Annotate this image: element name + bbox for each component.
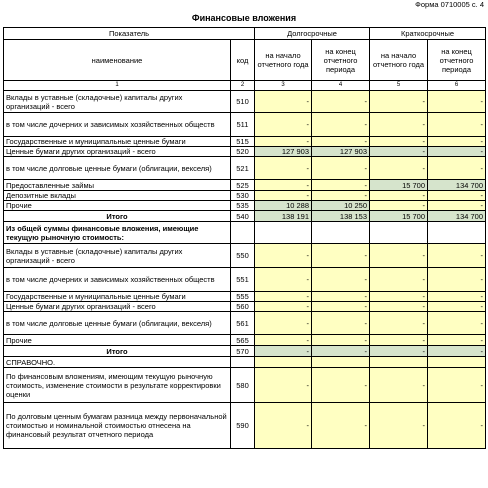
row-name: в том числе долговые ценные бумаги (облигации, векселя) [4,157,231,180]
value-cell[interactable]: - [370,244,428,268]
value-cell[interactable]: 10 250 [312,201,370,211]
value-cell[interactable]: - [312,180,370,191]
value-cell: - [370,346,428,357]
row-code: 555 [231,292,255,302]
value-cell[interactable]: - [370,312,428,335]
value-cell[interactable]: 134 700 [428,180,486,191]
table-row [4,244,486,268]
table-row [4,191,486,201]
value-cell: - [312,346,370,357]
row-code: 530 [231,191,255,201]
row-code: 551 [231,268,255,292]
header-short-start: на начало отчетного года [370,40,428,81]
value-cell[interactable]: - [312,137,370,147]
value-cell[interactable]: 15 700 [370,180,428,191]
value-cell[interactable]: - [428,403,486,449]
form-code: Форма 0710005 с. 4 [415,0,484,9]
value-cell[interactable]: - [428,113,486,137]
row-code: 521 [231,157,255,180]
row-name: Итого [4,211,231,222]
value-cell[interactable]: 10 288 [255,201,312,211]
value-cell[interactable]: - [428,137,486,147]
table-row [4,312,486,335]
row-name: Государственные и муниципальные ценные бумаги [4,137,231,147]
table-row [4,180,486,191]
header-row-1 [4,28,486,40]
value-cell[interactable]: - [312,157,370,180]
table-row [4,268,486,292]
value-cell[interactable]: - [428,335,486,346]
row-name: Итого [4,346,231,357]
value-cell[interactable]: - [370,191,428,201]
value-cell[interactable]: - [428,368,486,403]
value-cell[interactable]: - [370,268,428,292]
reference-header-row [4,357,486,368]
row-code: 590 [231,403,255,449]
value-cell[interactable]: - [255,180,312,191]
value-cell[interactable]: - [370,292,428,302]
header-name: наименование [4,40,231,81]
value-cell[interactable]: - [312,335,370,346]
value-cell[interactable]: - [428,268,486,292]
value-cell: - [255,346,312,357]
value-cell[interactable]: - [312,403,370,449]
header-row-2 [4,40,486,81]
value-cell[interactable]: - [312,368,370,403]
section-title: Из общей суммы финансовые вложения, имеющие текущую рыночную стоимость: [4,222,231,244]
value-cell[interactable]: - [312,113,370,137]
table-row [4,91,486,113]
section-header-row [4,222,486,244]
row-name: Прочие [4,335,231,346]
form-title: Финансовые вложения [191,13,297,23]
value-cell[interactable]: - [428,292,486,302]
value-cell[interactable]: - [370,113,428,137]
value-cell[interactable]: - [428,201,486,211]
value-cell: - [428,346,486,357]
value-cell[interactable]: - [370,335,428,346]
value-cell[interactable]: - [255,368,312,403]
value-cell: 15 700 [370,211,428,222]
row-name: в том числе дочерних и зависимых хозяйственных обществ [4,268,231,292]
value-cell[interactable]: - [255,157,312,180]
row-code: 560 [231,302,255,312]
row-code: 565 [231,335,255,346]
table-row [4,403,486,449]
total-row [4,346,486,357]
row-name: Государственные и муниципальные ценные бумаги [4,292,231,302]
value-cell[interactable]: - [370,403,428,449]
table-row [4,292,486,302]
row-code: 561 [231,312,255,335]
table-row [4,302,486,312]
value-cell[interactable]: - [312,244,370,268]
row-name: в том числе дочерних и зависимых хозяйственных обществ [4,113,231,137]
header-numbers-row [4,81,486,91]
value-cell[interactable]: - [370,201,428,211]
row-code: 510 [231,91,255,113]
value-cell[interactable]: - [312,312,370,335]
value-cell[interactable]: - [370,157,428,180]
header-long-start: на начало отчетного года [255,40,312,81]
table-row [4,137,486,147]
value-cell[interactable]: - [312,91,370,113]
header-long-end: на конец отчетного периода [312,40,370,81]
table-row [4,335,486,346]
row-code: 520 [231,147,255,157]
financial-investments-table [3,27,486,449]
value-cell[interactable]: - [255,335,312,346]
table-row [4,147,486,157]
value-cell[interactable]: - [255,268,312,292]
header-short-end: на конец отчетного периода [428,40,486,81]
row-code: 550 [231,244,255,268]
row-name: Вклады в уставные (складочные) капиталы других организаций - всего [4,91,231,113]
value-cell[interactable]: - [255,113,312,137]
value-cell[interactable]: - [255,91,312,113]
value-cell[interactable]: - [428,91,486,113]
column-number: 3 [255,81,312,91]
value-cell[interactable]: - [370,368,428,403]
row-code: 535 [231,201,255,211]
row-code: 540 [231,211,255,222]
row-name: Предоставленные займы [4,180,231,191]
row-name: Ценные бумаги других организаций - всего [4,302,231,312]
row-name: Депозитные вклады [4,191,231,201]
value-cell[interactable]: - [312,292,370,302]
value-cell[interactable]: - [312,268,370,292]
value-cell[interactable]: - [255,244,312,268]
row-code: 515 [231,137,255,147]
row-name: Вклады в уставные (складочные) капиталы других организаций - всего [4,244,231,268]
row-code: 580 [231,368,255,403]
header-indicator: Показатель [4,28,255,40]
row-name: Прочие [4,201,231,211]
value-cell[interactable]: - [255,403,312,449]
row-code: 511 [231,113,255,137]
value-cell[interactable]: - [255,292,312,302]
value-cell[interactable]: - [370,91,428,113]
table-row [4,157,486,180]
value-cell[interactable]: - [255,137,312,147]
value-cell[interactable]: - [312,302,370,312]
header-long-term: Долгосрочные [255,28,370,40]
reference-title: СПРАВОЧНО. [4,357,231,368]
value-cell[interactable]: - [312,191,370,201]
value-cell[interactable]: - [428,302,486,312]
column-number: 4 [312,81,370,91]
row-name: Ценные бумаги других организаций - всего [4,147,231,157]
value-cell[interactable]: - [428,191,486,201]
value-cell[interactable]: - [428,312,486,335]
header-code: код [231,40,255,81]
column-number: 6 [428,81,486,91]
row-name: По финансовым вложениям, имеющим текущую рыночную стоимость, изменение стоимости в результате корректировки оценки [4,368,231,403]
value-cell[interactable]: - [428,157,486,180]
row-code: 570 [231,346,255,357]
value-cell[interactable]: - [370,302,428,312]
value-cell[interactable]: - [255,302,312,312]
table-row [4,368,486,403]
row-code: 525 [231,180,255,191]
table-row [4,201,486,211]
value-cell[interactable]: 127 903 [312,147,370,157]
value-cell[interactable]: - [370,147,428,157]
value-cell: 138 191 [255,211,312,222]
column-number: 1 [4,81,231,91]
table-row [4,113,486,137]
value-cell[interactable]: - [370,137,428,147]
value-cell[interactable]: - [428,147,486,157]
value-cell[interactable]: - [255,312,312,335]
value-cell[interactable]: - [255,191,312,201]
column-number: 5 [370,81,428,91]
total-row [4,211,486,222]
value-cell[interactable]: 127 903 [255,147,312,157]
value-cell[interactable]: - [428,244,486,268]
row-name: в том числе долговые ценные бумаги (облигации, векселя) [4,312,231,335]
header-short-term: Краткосрочные [370,28,486,40]
value-cell: 138 153 [312,211,370,222]
row-name: По долговым ценным бумагам разница между первоначальной стоимостью и номинальной стоимостью отнесена на финансовый результат отчетного периода [4,403,231,449]
value-cell: 134 700 [428,211,486,222]
column-number: 2 [231,81,255,91]
